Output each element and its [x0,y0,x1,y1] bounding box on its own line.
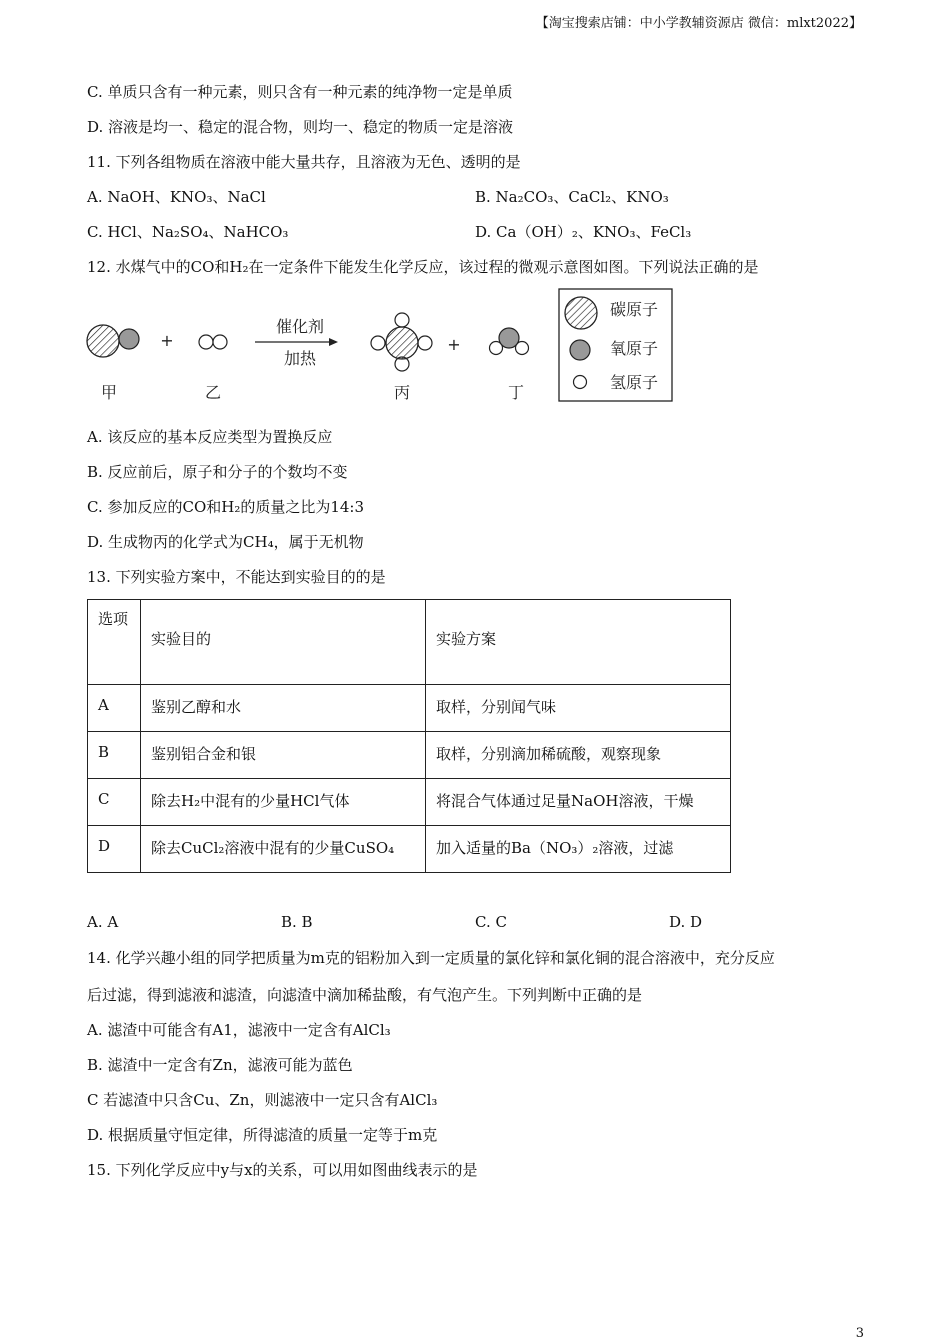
q13-option-b: B. B [281,913,313,931]
table-row [88,685,731,732]
heat-label: 加热 [283,349,317,368]
q14-stem-line1: 14. 化学兴趣小组的同学把质量为m克的铝粉加入到一定质量的氯化锌和氯化铜的混合溶液中，充分反应 [87,949,775,967]
q13-option-c: C. C [475,913,507,931]
row-c-option: C [88,779,141,826]
hydrogen-atom-icon [574,376,587,389]
row-b-option: B [88,732,141,779]
row-a-option: A [88,685,141,732]
table-header-row [88,600,731,685]
molecule-ch4-icon [371,313,432,371]
molecule-h2o-icon [490,328,529,355]
reaction-diagram [80,284,680,410]
q13-stem: 13. 下列实验方案中，不能达到实验目的的是 [87,568,386,586]
q12-option-a: A. 该反应的基本反应类型为置换反应 [87,428,333,446]
plus-sign-1: + [160,331,174,350]
q11-option-d: D. Ca（OH）₂、KNO₃、FeCl₃ [475,223,692,241]
legend-carbon: 碳原子 [610,300,659,319]
molecule-co-icon [87,325,139,357]
header-plan: 实验方案 [426,600,731,685]
q15-stem: 15. 下列化学反应中y与x的关系，可以用如图曲线表示的是 [87,1161,478,1179]
q14-option-b: B. 滤渣中一定含有Zn，滤液可能为蓝色 [87,1056,353,1074]
label-yi: 乙 [204,383,222,402]
page-header: 【淘宝搜索店铺：中小学教辅资源店 微信：mlxt2022】 [535,16,862,31]
row-d-purpose: 除去CuCl₂溶液中混有的少量CuSO₄ [141,826,426,873]
catalyst-label: 催化剂 [275,317,325,336]
row-b-purpose: 鉴别铝合金和银 [141,732,426,779]
q13-option-d: D. D [669,913,703,931]
q11-option-a: A. NaOH、KNO₃、NaCl [87,188,266,206]
table-row [88,826,731,873]
q12-option-c: C. 参加反应的CO和H₂的质量之比为14:3 [87,498,365,516]
header-purpose: 实验目的 [141,600,426,685]
legend-hydrogen: 氢原子 [610,373,659,392]
q14-option-c: C 若滤渣中只含Cu、Zn，则滤液中一定只含有AlCl₃ [87,1091,438,1109]
q14-option-d: D. 根据质量守恒定律，所得滤渣的质量一定等于m克 [87,1126,438,1144]
experiment-table [87,599,731,873]
q12-stem: 12. 水煤气中的CO和H₂在一定条件下能发生化学反应，该过程的微观示意图如图。下列说法正确的是 [87,258,759,276]
oxygen-atom-icon [570,340,590,360]
header-option: 选项 [88,600,141,685]
row-c-purpose: 除去H₂中混有的少量HCl气体 [141,779,426,826]
row-b-plan: 取样，分别滴加稀硫酸，观察现象 [426,732,731,779]
label-bing: 丙 [393,383,411,402]
row-a-plan: 取样，分别闻气味 [426,685,731,732]
plus-sign-2: + [447,335,461,354]
q13-option-a: A. A [87,913,119,931]
table-row [88,779,731,826]
row-d-plan: 加入适量的Ba（NO₃）₂溶液，过滤 [426,826,731,873]
row-d-option: D [88,826,141,873]
molecule-h2-icon [199,335,227,349]
q11-option-c: C. HCl、Na₂SO₄、NaHCO₃ [87,223,289,241]
q14-stem-line2: 后过滤，得到滤液和滤渣，向滤渣中滴加稀盐酸，有气泡产生。下列判断中正确的是 [87,986,643,1004]
arrow-head-icon [329,338,338,346]
legend-oxygen: 氧原子 [610,339,659,358]
q10-option-c: C. 单质只含有一种元素，则只含有一种元素的纯净物一定是单质 [87,83,513,101]
label-ding: 丁 [507,383,525,402]
q12-option-d: D. 生成物丙的化学式为CH₄，属于无机物 [87,533,364,551]
label-jia: 甲 [100,383,118,402]
row-a-purpose: 鉴别乙醇和水 [141,685,426,732]
q11-stem: 11. 下列各组物质在溶液中能大量共存，且溶液为无色、透明的是 [87,153,521,171]
page-number: 3 [855,1326,864,1341]
q11-option-b: B. Na₂CO₃、CaCl₂、KNO₃ [475,188,669,206]
q10-option-d: D. 溶液是均一、稳定的混合物，则均一、稳定的物质一定是溶液 [87,118,514,136]
row-c-plan: 将混合气体通过足量NaOH溶液，干燥 [426,779,731,826]
q14-option-a: A. 滤渣中可能含有A1，滤液中一定含有AlCl₃ [87,1021,391,1039]
carbon-atom-icon [565,297,597,329]
q12-option-b: B. 反应前后，原子和分子的个数均不变 [87,463,348,481]
table-row [88,732,731,779]
